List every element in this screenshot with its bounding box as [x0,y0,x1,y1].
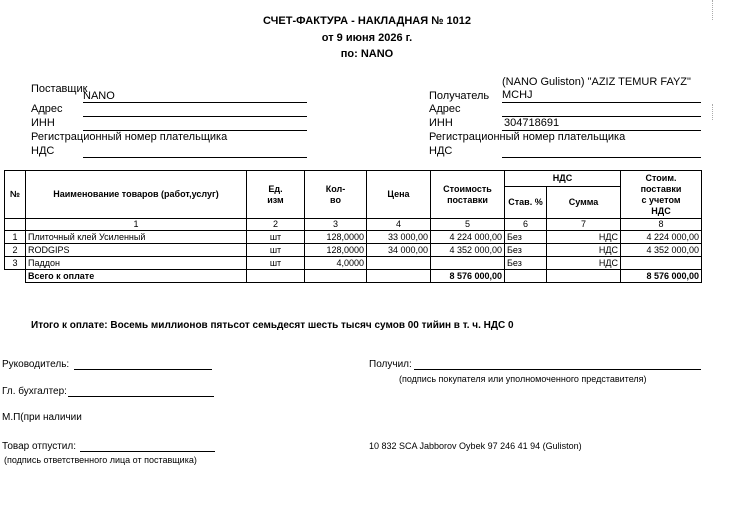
row-rate: Без [505,257,547,270]
supplier-value: NANO [83,90,115,102]
row-qty: 128,0000 [305,231,367,244]
row-name: RODGIPS [26,244,247,257]
row-cost: 4 224 000,00 [431,231,505,244]
col-header-unit-line1: Ед. [268,183,283,194]
column-number: 3 [305,219,367,231]
col-header-rate: Став. % [505,187,547,219]
row-sum: НДС [547,257,621,270]
column-number-row [5,219,702,231]
total-empty-cell [505,270,547,283]
column-number: 7 [547,219,621,231]
recipient-address-label: Адрес [429,103,461,115]
supplier-underline [83,102,307,103]
row-no: 1 [5,231,26,244]
row-qty: 128,0000 [305,244,367,257]
row-qty: 4,0000 [305,257,367,270]
row-cost: 4 352 000,00 [431,244,505,257]
supplier-label: Поставщик [31,83,88,95]
total-blank-cell [5,270,26,283]
received-note: (подпись покупателя или уполномоченного представителя) [399,374,647,384]
total-empty-cell [547,270,621,283]
received-label: Получил: [369,359,412,370]
accountant-label: Гл. бухгалтер: [2,386,67,397]
column-number: 6 [505,219,547,231]
row-sum: НДС [547,231,621,244]
recipient-nds-label: НДС [429,145,453,157]
contact-info: 10 832 SCA Jabborov Oybek 97 246 41 94 (Guliston) [369,441,582,451]
row-total [621,257,702,270]
recipient-inn-value: 304718691 [504,117,560,129]
recipient-label: Получатель [429,90,490,102]
col-header-unit-line2: изм [267,194,284,205]
row-name: Паддон [26,257,247,270]
total-empty-cell [305,270,367,283]
col-header-cost-line1: Стоимость [443,183,492,194]
row-unit: шт [247,244,305,257]
amount-in-words: Итого к оплате: Восемь миллионов пятьсот семьдесят шесть тысяч сумов 00 тийин в т. ч. НДС 0 [31,320,514,331]
row-no: 3 [5,257,26,270]
row-total: 4 352 000,00 [621,244,702,257]
row-cost [431,257,505,270]
column-number: 2 [247,219,305,231]
col-header-qty [305,171,367,219]
document-date: от 9 июня 2026 г. [321,32,413,44]
table-row [5,244,702,257]
page-edge-mark [712,0,713,20]
total-with-nds: 8 576 000,00 [621,270,702,283]
row-rate: Без [505,244,547,257]
row-price [367,257,431,270]
director-label: Руководитель: [2,359,70,370]
col-header-cost [431,171,505,219]
col-header-nds: НДС [505,171,621,187]
col-header-no: № [5,171,26,219]
supplier-nds-underline [83,157,307,158]
recipient-underline [502,102,701,103]
document-basis: по: NANO [340,48,394,60]
director-signature-line [74,369,212,370]
total-label: Всего к оплате [26,270,247,283]
row-price: 33 000,00 [367,231,431,244]
row-name: Плиточный клей Усиленный [26,231,247,244]
recipient-name-line1: (NANO Guliston) "AZIZ TEMUR FAYZ" [502,76,691,88]
total-cost: 8 576 000,00 [431,270,505,283]
table-row [5,257,702,270]
row-total: 4 224 000,00 [621,231,702,244]
col-header-total-line3: с учетом [641,194,681,205]
row-unit: шт [247,231,305,244]
column-number: 5 [431,219,505,231]
column-number: 4 [367,219,431,231]
row-rate: Без [505,231,547,244]
row-unit: шт [247,257,305,270]
row-price: 34 000,00 [367,244,431,257]
column-number [5,219,26,231]
total-row [5,270,702,283]
col-header-sum: Сумма [547,187,621,219]
col-header-total-line4: НДС [651,205,671,216]
row-sum: НДС [547,244,621,257]
supplier-reg-label: Регистрационный номер плательщика [31,131,228,143]
col-header-total-line1: Стоим. [645,172,677,183]
supplier-nds-label: НДС [31,145,55,157]
col-header-total [621,171,702,219]
accountant-signature-line [68,396,214,397]
column-number: 8 [621,219,702,231]
total-empty-cell [247,270,305,283]
invoice-table [4,170,702,283]
row-no: 2 [5,244,26,257]
supplier-address-underline [83,116,307,117]
col-header-qty-line2: во [330,194,341,205]
recipient-reg-label: Регистрационный номер плательщика [429,131,626,143]
released-signature-line [80,451,215,452]
recipient-nds-underline [502,157,701,158]
released-label: Товар отпустил: [2,441,76,452]
col-header-total-line2: поставки [640,183,682,194]
page-edge-mark [712,104,713,120]
supplier-address-label: Адрес [31,103,63,115]
document-title: СЧЕТ-ФАКТУРА - НАКЛАДНАЯ № 1012 [263,15,471,27]
recipient-name-line2: MCHJ [502,89,533,101]
released-note: (подпись ответственного лица от поставщика) [4,455,197,465]
col-header-qty-line1: Кол- [325,183,346,194]
col-header-unit [247,171,305,219]
received-signature-line [414,369,701,370]
supplier-inn-label: ИНН [31,117,55,129]
total-empty-cell [367,270,431,283]
table-row [5,231,702,244]
recipient-inn-label: ИНН [429,117,453,129]
column-number: 1 [26,219,247,231]
col-header-cost-line2: поставки [447,194,488,205]
col-header-price: Цена [367,171,431,219]
stamp-label: М.П(при наличии [2,412,82,423]
col-header-name: Наименование товаров (работ,услуг) [26,171,247,219]
